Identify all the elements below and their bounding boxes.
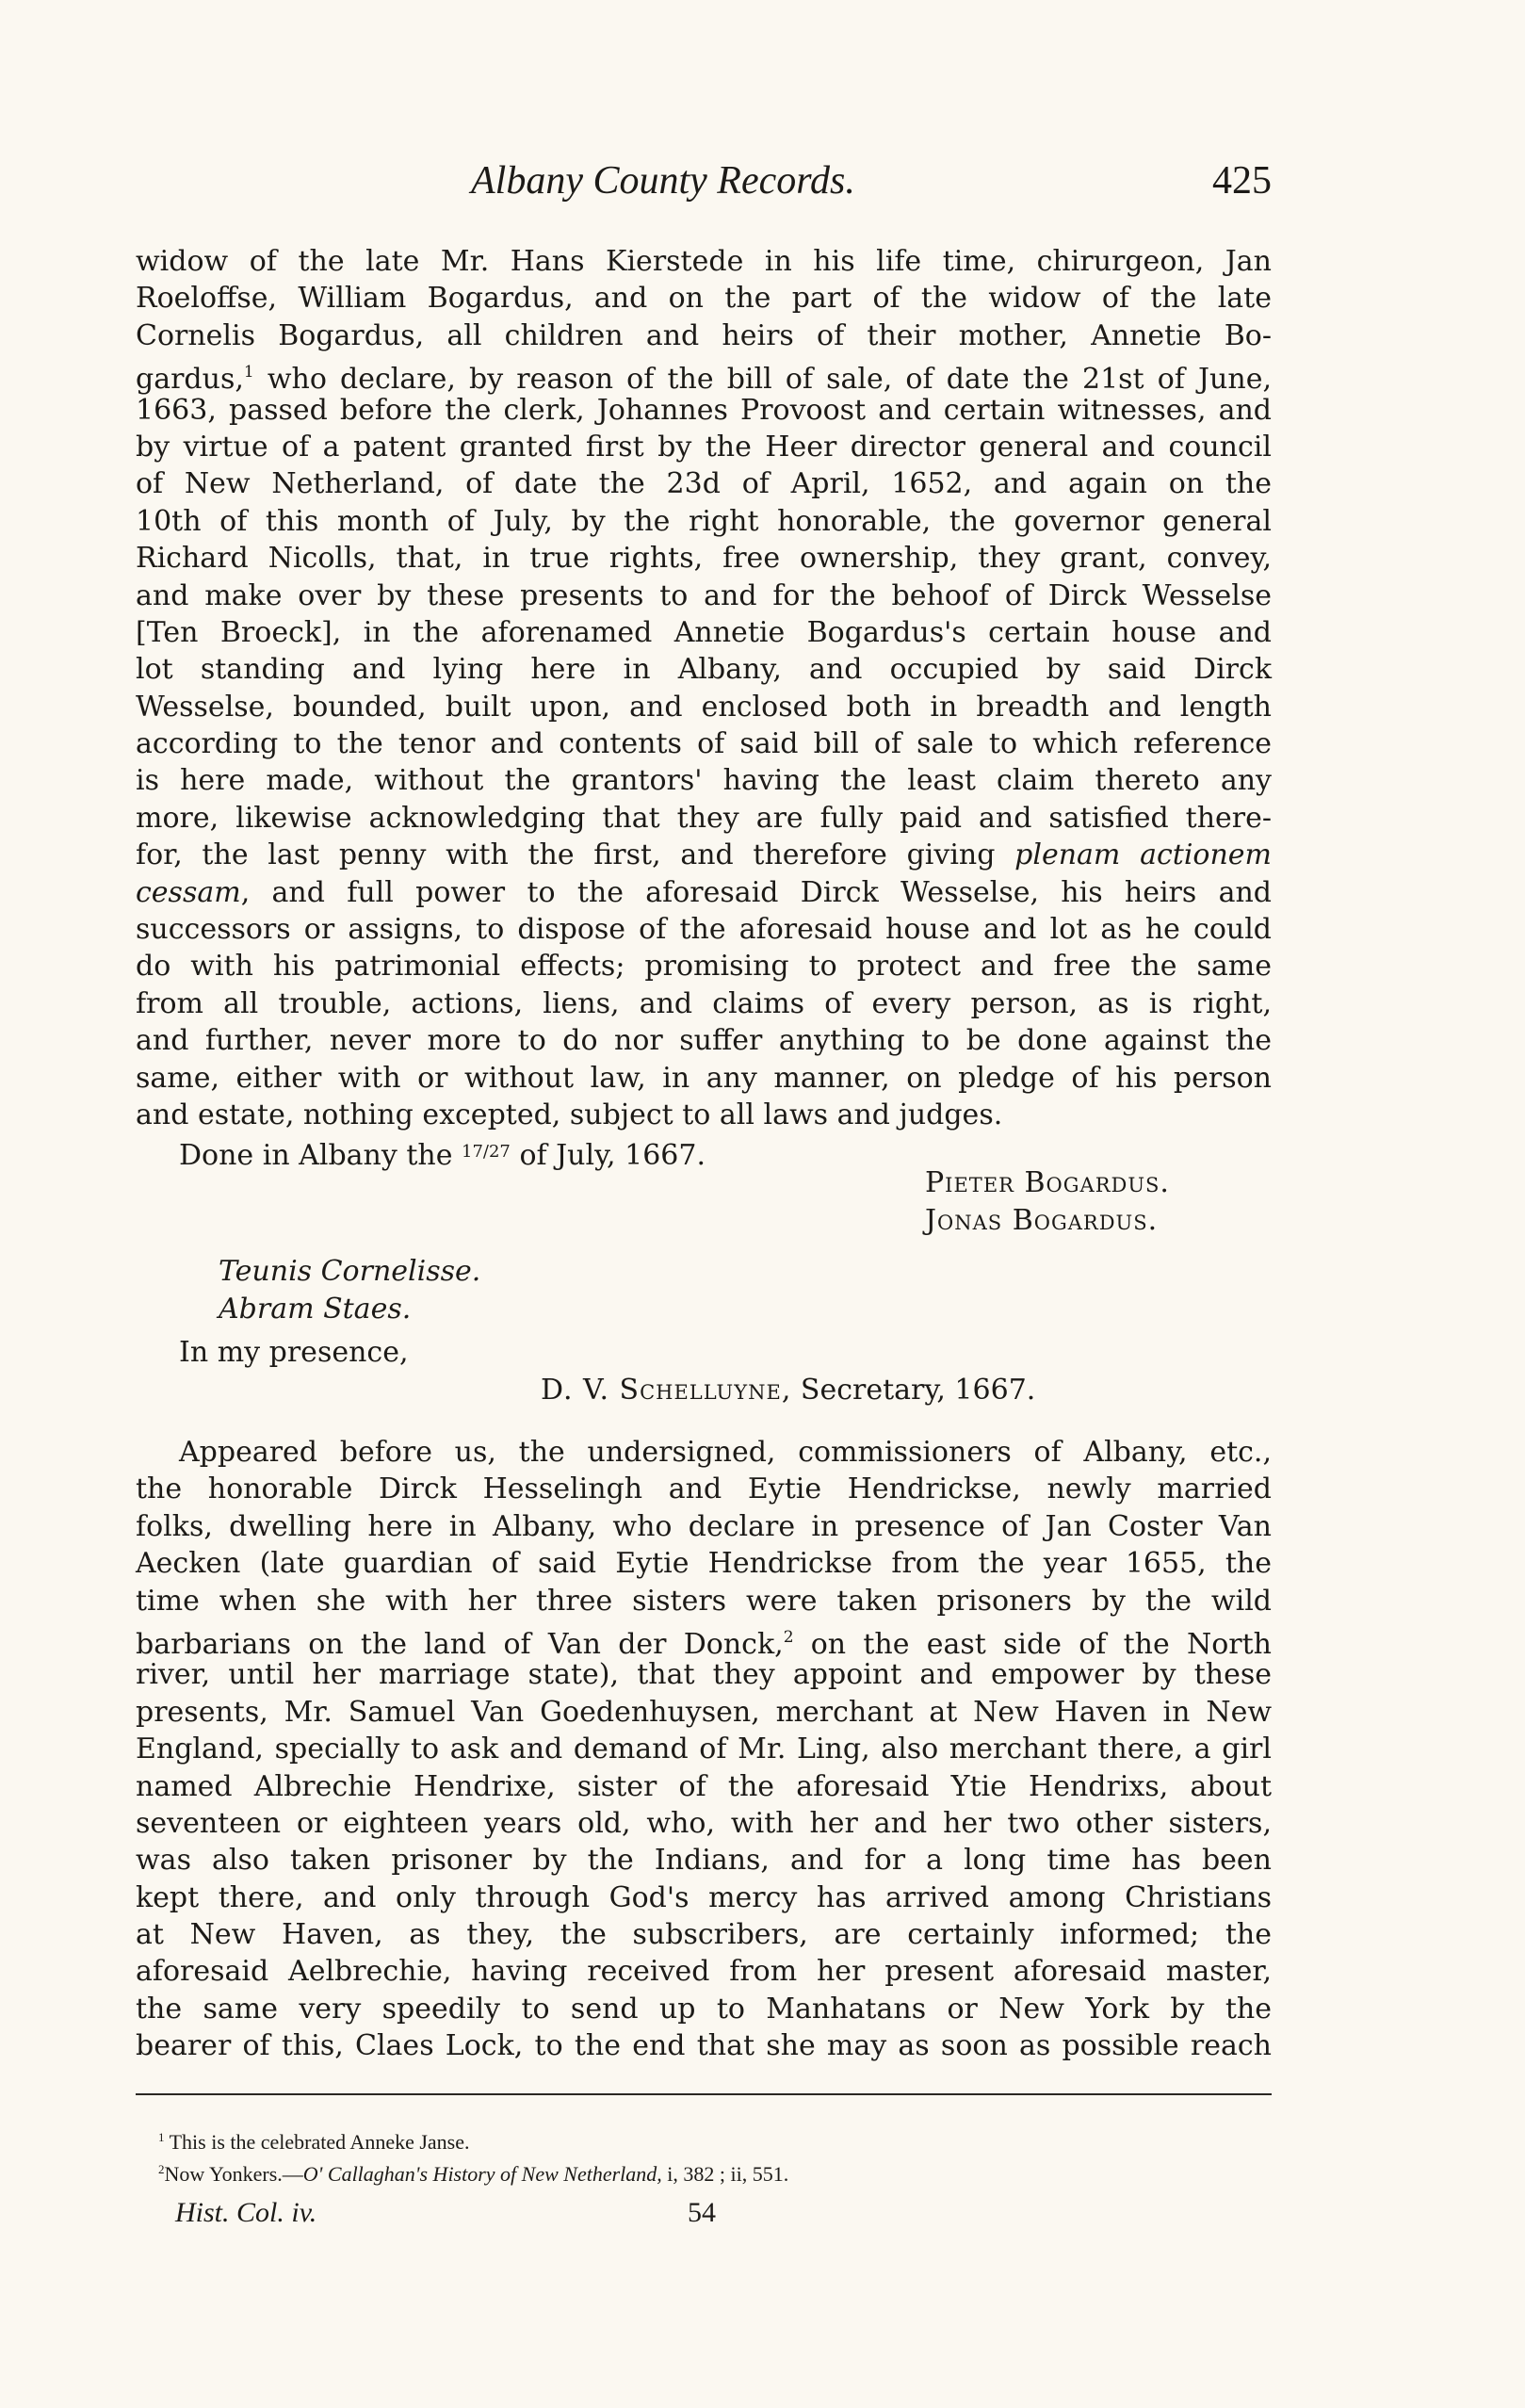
printer-signature-mark: Hist. Col. iv. xyxy=(175,2197,317,2228)
text-line: do with his patrimonial effects; promising to protect and free the same xyxy=(136,950,1272,984)
presence-line: In my presence, xyxy=(179,1336,409,1369)
text-fragment: for, the last penny with the first, and therefore giving xyxy=(136,838,996,872)
page-number: 425 xyxy=(1212,159,1272,203)
text-line: Roeloffse, William Bogardus, and on the part of the widow of the late xyxy=(136,282,1272,316)
text-line: and further, never more to do nor suffer anything to be done against the xyxy=(136,1024,1272,1058)
text-fragment: on the east side of the North xyxy=(810,1627,1272,1661)
text-fragment: of July, 1667. xyxy=(519,1139,706,1173)
text-fragment: barbarians on the land of Van der Donck, xyxy=(136,1627,784,1661)
text-line: from all trouble, actions, liens, and claims of every person, as is right, xyxy=(136,986,1272,1020)
text-line: Aecken (late guardian of said Eytie Hendrickse from the year 1655, the xyxy=(136,1547,1272,1581)
text-line: England, specially to ask and demand of Mr. Ling, also merchant there, a girl xyxy=(136,1733,1272,1766)
text-line: named Albrechie Hendrixe, sister of the aforesaid Ytie Hendrixs, about xyxy=(136,1769,1272,1803)
footnote-marker: 2 xyxy=(783,1627,794,1647)
printer-signature-number: 54 xyxy=(688,2197,716,2228)
text-line: at New Haven, as they, the subscribers, are certainly informed; the xyxy=(136,1918,1272,1952)
footnote-text: i, 382 ; ii, 551. xyxy=(661,2162,789,2186)
text-line: the honorable Dirck Hesselingh and Eytie Hendrickse, newly married xyxy=(136,1472,1272,1506)
footnote-number: 1 xyxy=(158,2130,165,2144)
text-fragment: who declare, by reason of the bill of sale, of date the 21st of June, xyxy=(267,363,1272,397)
text-line: lot standing and lying here in Albany, and occupied by said Dirck xyxy=(136,653,1272,687)
text-line: 1663, passed before the clerk, Johannes Provoost and certain witnesses, and xyxy=(136,393,1272,427)
text-line: and make over by these presents to and for the behoof of Dirck Wesselse xyxy=(136,578,1272,612)
text-line: aforesaid Aelbrechie, having received from her present aforesaid master, xyxy=(136,1955,1272,1989)
paragraph-deed xyxy=(136,243,1272,1171)
text-fragment: Done in Albany the xyxy=(179,1139,453,1173)
latin-phrase: plenam actionem xyxy=(1014,838,1272,872)
text-line: kept there, and only through God's mercy has arrived among Christians xyxy=(136,1880,1272,1914)
text-line: of New Netherland, of date the 23d of April, 1652, and again on the xyxy=(136,467,1272,501)
text-line: bearer of this, Claes Lock, to the end that she may as soon as possible reach xyxy=(136,2029,1272,2063)
date-line xyxy=(136,1133,1272,1173)
text-line: Appeared before us, the undersigned, commissioners of Albany, etc., xyxy=(179,1436,1272,1469)
secretary-name: D. V. Schelluyne, xyxy=(541,1374,792,1407)
text-line: 10th of this month of July, by the right honorable, the governor general xyxy=(136,504,1272,538)
footnote-1 xyxy=(158,2122,1270,2154)
text-line: Wesselse, bounded, built upon, and enclosed both in breadth and length xyxy=(136,690,1272,724)
text-line: successors or assigns, to dispose of the aforesaid house and lot as he could xyxy=(136,913,1272,947)
text-line: widow of the late Mr. Hans Kierstede in his life time, chirurgeon, Jan xyxy=(136,245,1272,278)
text-line: is here made, without the grantors' having the least claim thereto any xyxy=(136,764,1272,798)
footnote-citation: O' Callaghan's History of New Netherland, xyxy=(302,2162,662,2186)
footnote-2 xyxy=(158,2154,1270,2186)
text-line: time when she with her three sisters were taken prisoners by the wild xyxy=(136,1584,1272,1618)
text-line xyxy=(136,1619,1272,1661)
witness-abram-staes: Abram Staes. xyxy=(219,1293,412,1326)
footnote-number: 2 xyxy=(158,2162,165,2176)
footnote-marker: 1 xyxy=(243,363,254,382)
text-line: according to the tenor and contents of said bill of sale to which reference xyxy=(136,727,1272,761)
footnote-text: This is the celebrated Anneke Janse. xyxy=(169,2130,470,2154)
text-line: presents, Mr. Samuel Van Goedenhuysen, merchant at New Haven in New xyxy=(136,1695,1272,1729)
witness-teunis-cornelisse: Teunis Cornelisse. xyxy=(219,1255,481,1288)
text-fragment: gardus, xyxy=(136,363,244,397)
text-line: river, until her marriage state), that they appoint and empower by these xyxy=(136,1658,1272,1692)
footnote-rule xyxy=(136,2093,1272,2095)
text-line: Richard Nicolls, that, in true rights, free ownership, they grant, convey, xyxy=(136,542,1272,576)
text-line: Cornelis Bogardus, all children and heirs of their mother, Annetie Bo- xyxy=(136,318,1272,352)
footnote-text: Now Yonkers.— xyxy=(164,2162,303,2186)
text-line: folks, dwelling here in Albany, who declare in presence of Jan Coster Van xyxy=(136,1509,1272,1543)
text-line: seventeen or eighteen years old, who, with her and her two other sisters, xyxy=(136,1806,1272,1840)
text-line xyxy=(136,874,1272,911)
text-line: the same very speedily to send up to Manhatans or New York by the xyxy=(136,1992,1272,2026)
paragraph-appearance xyxy=(136,1434,1272,2065)
text-line: was also taken prisoner by the Indians, and for a long time has been xyxy=(136,1844,1272,1878)
secretary-signature xyxy=(541,1374,1035,1407)
secretary-title: Secretary, 1667. xyxy=(800,1374,1036,1407)
latin-phrase: cessam xyxy=(136,875,241,909)
text-line: [Ten Broeck], in the aforenamed Annetie Bogardus's certain house and xyxy=(136,615,1272,649)
running-title: Albany County Records. xyxy=(471,159,855,203)
text-line: by virtue of a patent granted first by the Heer director general and council xyxy=(136,430,1272,464)
footnotes xyxy=(158,2122,1270,2186)
text-line xyxy=(136,354,1272,397)
page-header xyxy=(132,158,1272,215)
text-line: more, likewise acknowledging that they are fully paid and satisfied there- xyxy=(136,801,1272,835)
text-line xyxy=(136,837,1272,873)
text-line: and estate, nothing excepted, subject to all laws and judges. xyxy=(136,1098,1003,1131)
text-line: same, either with or without law, in any manner, on pledge of his person xyxy=(136,1061,1272,1095)
date-fraction: 17/27 xyxy=(462,1142,511,1163)
signer-pieter-bogardus: Pieter Bogardus. xyxy=(925,1166,1170,1199)
text-fragment: , and full power to the aforesaid Dirck Wesselse, his heirs and xyxy=(240,875,1272,909)
signer-jonas-bogardus: Jonas Bogardus. xyxy=(925,1204,1159,1237)
